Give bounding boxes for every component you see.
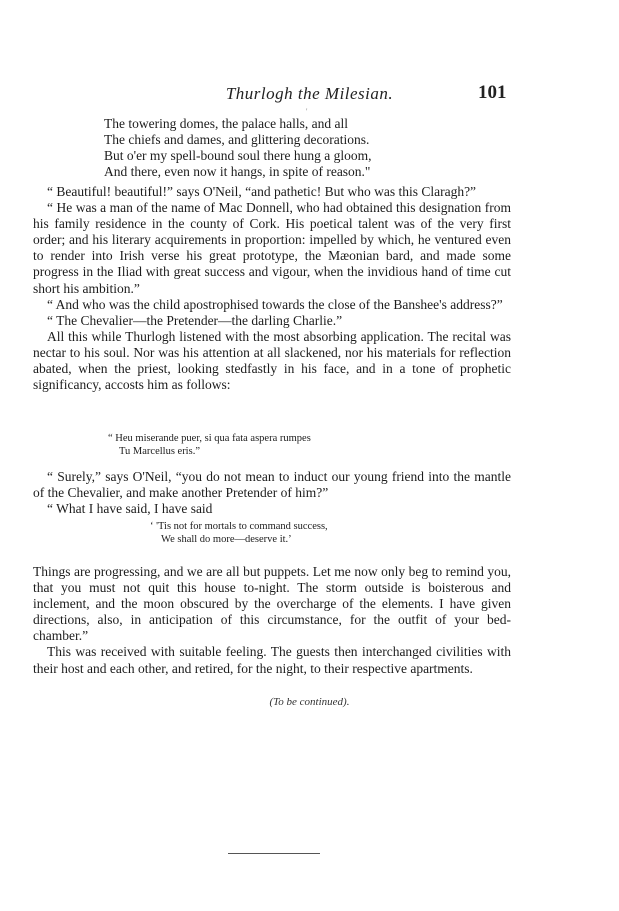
paragraph: “ And who was the child apostrophised towards the close of the Banshee's address?” [47,296,503,312]
paragraph: This was received with suitable feeling. The guests then interchanged civilities with their host and each other, and retired, for the night, to their respective apartments. [33,644,511,676]
paragraph: “ He was a man of the name of Mac Donnell, who had obtained this designation from his family residence in the county of Cork. His poetical talent was of the very first order; and his literary acquirements in proportion: impelled by which, he ventured even to render into Irish verse his great prototype, the Mæonian bard, and made some progress in the Iliad with great success and vigour, when the invidious hand of time cut short his ambition.” [33,200,511,296]
latin-quote-line: Tu Marcellus eris.” [119,446,200,457]
verse-line: But o'er my spell-bound soul there hung a gloom, [104,148,372,163]
verse-line: And there, even now it hangs, in spite of reason." [104,164,371,179]
stray-mark: ' [306,107,308,116]
latin-quote-line: “ Heu miserande puer, si qua fata aspera rumpes [108,433,311,444]
page-number: 101 [478,82,507,103]
body-text-1 [33,184,511,393]
verse-line: The towering domes, the palace halls, and all [104,116,349,131]
verse-line: The chiefs and dames, and glittering decorations. [104,132,370,147]
running-title: Thurlogh the Milesian. [225,84,394,103]
paragraph: All this while Thurlogh listened with the most absorbing application. The recital was nectar to his soul. Nor was his attention at all slackened, nor his materials for reflection abated, when the priest, looking stedfastly in his face, and in a tone of prophetic significancy, accosts him as follows: [33,328,511,393]
body-text-3 [33,564,511,677]
paragraph: “ The Chevalier—the Pretender—the darling Charlie.” [47,312,343,328]
latin-quote [108,432,311,458]
paragraph: “ What I have said, I have said [47,501,213,517]
paragraph: Things are progressing, and we are all but puppets. Let me now only beg to remind you, that you must not quit this house to-night. The storm outside is boisterous and inclement, and the moon obscured by the overcharge of the elements. I have given directions, also, in anticipation of this circumstance, for the outfit of your bed-chamber.” [33,564,511,644]
english-quote-line: ‘ 'Tis not for mortals to command success, [150,521,328,532]
to-be-continued: (To be continued). [269,696,350,708]
english-quote-line: We shall do more—deserve it.’ [161,534,292,545]
english-quote [150,520,328,546]
paragraph: “ Surely,” says O'Neil, “you do not mean to induct our young friend into the mantle of the Chevalier, and make another Pretender of him?” [33,469,511,501]
paragraph: “ Beautiful! beautiful!” says O'Neil, “and pathetic! But who was this Claragh?” [47,184,477,199]
verse-top [104,116,372,180]
body-text-2 [33,469,511,517]
footer-rule [228,853,320,854]
